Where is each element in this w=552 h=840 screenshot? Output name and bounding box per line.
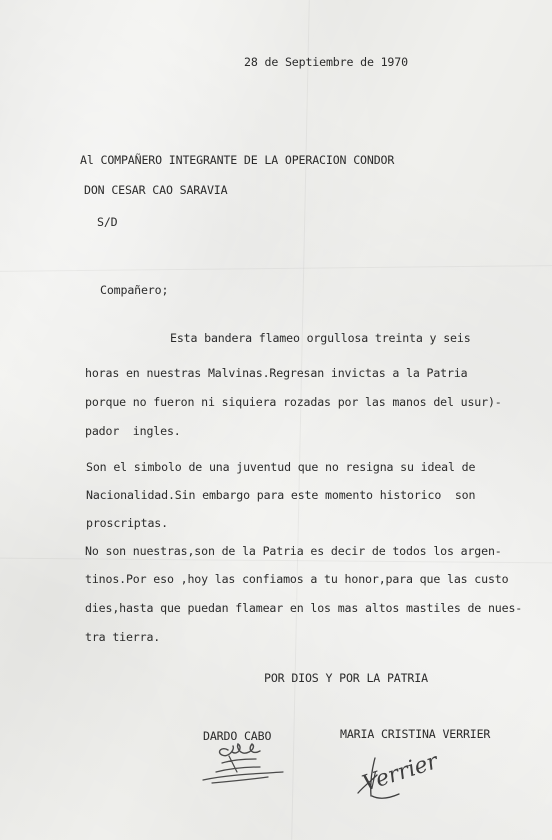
salutation: Compañero; [100, 283, 169, 297]
signature-left [198, 738, 298, 788]
body-line: proscriptas. [86, 516, 168, 530]
paper-crease [0, 265, 552, 272]
closing-line: POR DIOS Y POR LA PATRIA [264, 671, 428, 685]
signature-right-text: Verrier [359, 749, 441, 797]
body-line: dies,hasta que puedan flamear en los mas altos mastiles de nues- [85, 601, 523, 615]
recipient-sd: S/D [97, 215, 118, 229]
paper-crease [0, 558, 552, 564]
body-line: horas en nuestras Malvinas.Regresan invictas a la Patria [85, 366, 468, 380]
body-line: Esta bandera flameo orgullosa treinta y seis [170, 331, 471, 345]
recipient-line: Al COMPAÑERO INTEGRANTE DE LA OPERACION CONDOR [80, 153, 395, 167]
signatory-left-name: DARDO CABO [203, 729, 272, 743]
body-line: Son el simbolo de una juventud que no resigna su ideal de [86, 460, 476, 474]
signature-right [350, 738, 460, 808]
paper-crease [291, 0, 310, 840]
body-line: porque no fueron ni siquiera rozadas por las manos del usur)- [85, 395, 502, 409]
body-line: No son nuestras,son de la Patria es decir de todos los argen- [85, 544, 502, 558]
body-line: tra tierra. [85, 630, 161, 644]
body-line: Nacionalidad.Sin embargo para este momento historico son [86, 488, 476, 502]
body-line: pador ingles. [85, 424, 181, 438]
recipient-name: DON CESAR CAO SARAVIA [84, 183, 228, 197]
body-line: tinos.Por eso ,hoy las confiamos a tu honor,para que las custo [85, 572, 509, 586]
signatory-right-name: MARIA CRISTINA VERRIER [340, 727, 491, 741]
letter-date: 28 de Septiembre de 1970 [244, 55, 408, 69]
